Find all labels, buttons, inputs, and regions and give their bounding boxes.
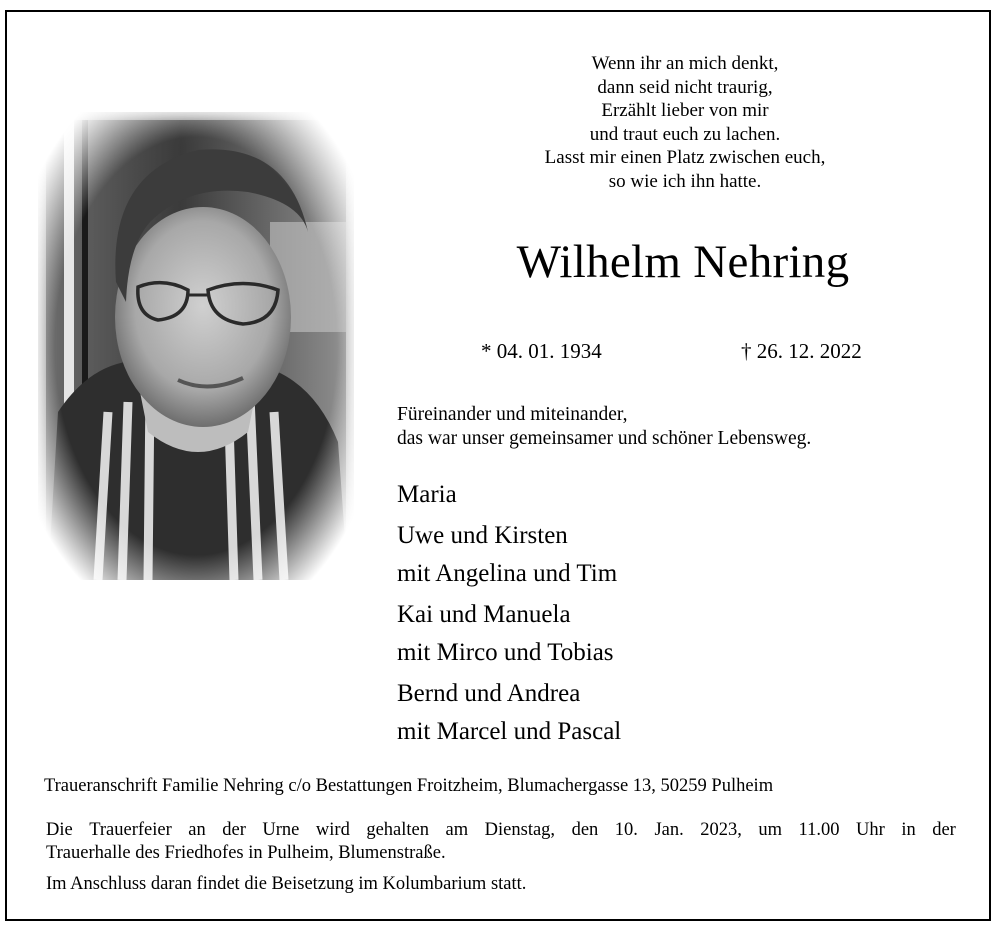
family-line: mit Mirco und Tobias [397, 639, 614, 666]
ceremony-word: Die [46, 820, 73, 840]
family-line: mit Marcel und Pascal [397, 718, 622, 745]
family-line: Bernd und Andrea [397, 680, 581, 707]
ceremony-word: Urne [262, 820, 300, 840]
family-line: Uwe und Kirsten [397, 522, 568, 549]
motto [397, 403, 811, 451]
ceremony-word: an [188, 820, 206, 840]
ceremony-word: 11.00 [798, 820, 840, 840]
poem-line: und traut euch zu lachen. [589, 123, 781, 145]
ceremony-word: um [758, 820, 783, 840]
motto-line: das war unser gemeinsamer und schöner Lebensweg. [397, 428, 812, 449]
ceremony-word: am [445, 820, 469, 840]
poem-line: dann seid nicht traurig, [597, 76, 773, 98]
family-group [397, 596, 621, 672]
ceremony-word: den [571, 820, 599, 840]
ceremony-word: in [901, 820, 916, 840]
ceremony-word: der [222, 820, 246, 840]
family-line: Maria [397, 481, 457, 508]
ceremony-word: 2023, [700, 820, 742, 840]
ceremony-word: Dienstag, [484, 820, 556, 840]
poem [480, 52, 890, 193]
poem-line: Wenn ihr an mich denkt, [591, 53, 779, 74]
poem-line: so wie ich ihn hatte. [608, 170, 762, 192]
ceremony-word: der [932, 820, 956, 840]
family-group [397, 675, 621, 751]
burial-notice: Im Anschluss daran findet die Beisetzung im Kolumbarium statt. [46, 874, 527, 894]
ceremony-word: wird [315, 820, 350, 840]
family-group [397, 517, 621, 593]
ceremony-notice [46, 819, 956, 865]
ceremony-line-2: Trauerhalle des Friedhofes in Pulheim, Blumenstraße. [46, 843, 446, 863]
poem-line: Erzählt lieber von mir [601, 100, 769, 121]
portrait-photo [38, 112, 354, 580]
ceremony-line-1 [46, 819, 956, 842]
poem-line: Lasst mir einen Platz zwischen euch, [544, 147, 826, 168]
ceremony-word: Uhr [856, 820, 885, 840]
family-list [397, 476, 621, 751]
ceremony-word: gehalten [366, 820, 430, 840]
ceremony-word: Trauerfeier [89, 820, 172, 840]
family-group [397, 476, 621, 514]
motto-line: Füreinander und miteinander, [397, 404, 628, 425]
deceased-name: Wilhelm Nehring [516, 236, 850, 288]
mourning-address: Traueranschrift Familie Nehring c/o Bestattungen Froitzheim, Blumachergasse 13, 50259 Pulheim [44, 776, 774, 796]
ceremony-word: Jan. [654, 820, 684, 840]
birth-date: * 04. 01. 1934 [481, 339, 602, 363]
family-line: mit Angelina und Tim [397, 560, 618, 587]
death-date: † 26. 12. 2022 [741, 339, 862, 363]
ceremony-word: 10. [614, 820, 638, 840]
family-line: Kai und Manuela [397, 601, 571, 628]
